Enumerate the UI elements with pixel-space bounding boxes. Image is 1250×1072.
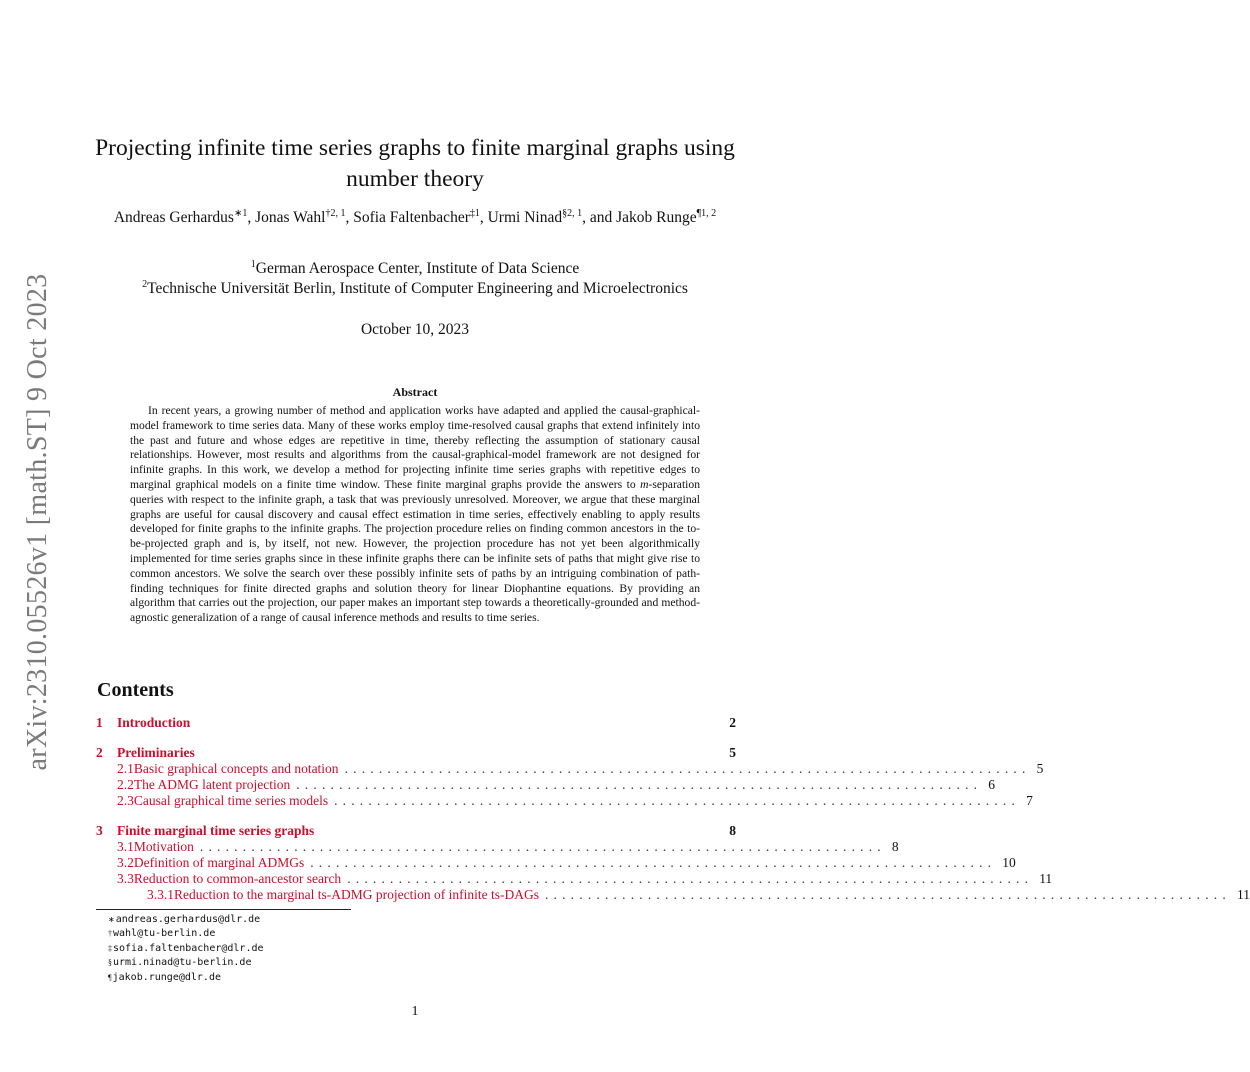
toc-leader-dots: ................................................................................ <box>347 871 1034 886</box>
footnote <box>108 927 264 941</box>
toc-page-number: 10 <box>1002 855 1016 870</box>
affiliation-number: 2 <box>142 278 148 290</box>
footnote <box>108 913 264 927</box>
table-of-contents <box>96 714 1250 903</box>
toc-page-number: 11 <box>1236 887 1250 902</box>
toc-subsection-link[interactable]: The ADMG latent projection <box>133 777 291 792</box>
abstract-heading: Abstract <box>392 385 438 399</box>
arxiv-stamp <box>14 273 62 771</box>
toc-subsection[interactable] <box>96 777 995 793</box>
toc-leader-dots: ................................................................................ <box>334 793 1021 808</box>
toc-section-number: 1 <box>96 715 103 730</box>
toc-section-number: 3 <box>96 823 103 838</box>
abstract-text: In recent years, a growing number of method and application works have adapted and applied the causal-graphical-model framework to time series data. Many of these works employ time-resolved causal graphs that extend infinitely into the past and future and whose edges are repetitive in time, thereby reflecting the assumption of stationary causal relationships. However, most results and algorithms from the causal-graphical-model framework are not designed for infinite graphs. In this work, we develop a method for projecting infinite time series graphs with repetitive edges to marginal graphical models on a finite time window. These finite marginal graphs provide the answers to <box>130 404 700 491</box>
arxiv-id: arXiv:2310.05526v1 [math.ST] 9 Oct 2023 <box>22 273 53 771</box>
footnote-mark: ‡ <box>108 943 112 953</box>
toc-page-number: 5 <box>1036 761 1044 776</box>
footnote-mark: ¶ <box>108 972 112 982</box>
toc-leader-dots: ................................................................................ <box>344 761 1031 776</box>
abstract-body <box>130 404 700 626</box>
toc-subsection[interactable] <box>96 855 1016 871</box>
toc-page-number: 5 <box>729 745 736 760</box>
footnote-mark: § <box>108 958 112 968</box>
author-name: Andreas Gerhardus <box>113 209 234 226</box>
toc-subsection-link[interactable]: Reduction to the marginal ts-ADMG projection of infinite ts-DAGs <box>174 887 539 902</box>
footnote-email[interactable]: sofia.faltenbacher@dlr.de <box>113 942 264 954</box>
toc-page-number: 2 <box>729 715 736 730</box>
toc-subsection-link[interactable]: Motivation <box>133 839 194 854</box>
footnote-rule <box>96 909 351 910</box>
contents-heading: Contents <box>97 679 174 701</box>
toc-subsection[interactable] <box>96 793 1033 809</box>
toc-subsection-link[interactable]: Causal graphical time series models <box>133 793 329 808</box>
toc-subsection[interactable] <box>96 761 1044 777</box>
toc-page-number: 8 <box>729 823 736 838</box>
page-number: 1 <box>411 1004 419 1019</box>
footnote <box>108 971 264 985</box>
toc-page-number: 6 <box>988 777 995 792</box>
toc-subsection-number: 2.3 <box>117 793 134 808</box>
toc-page-number: 11 <box>1039 871 1053 886</box>
footnote-email[interactable]: jakob.runge@dlr.de <box>112 971 221 983</box>
affiliation-text: German Aerospace Center, Institute of Data Science <box>255 260 580 277</box>
toc-subsection[interactable] <box>96 839 899 855</box>
toc-leader-dots: ................................................................................ <box>199 839 886 854</box>
author-marker: §2, 1 <box>562 207 583 219</box>
affiliation-text: Technische Universität Berlin, Institute of Computer Engineering and Microelectronics <box>147 280 688 297</box>
toc-subsection-number: 3.1 <box>117 839 134 854</box>
toc-section-finite-marginal[interactable] <box>96 822 736 839</box>
toc-leader-dots: ................................................................................ <box>544 887 1231 902</box>
paper-date: October 10, 2023 <box>360 321 470 338</box>
footnote-email[interactable]: andreas.gerhardus@dlr.de <box>115 914 261 925</box>
toc-section-number: 2 <box>96 745 103 760</box>
abstract-text: -separation queries with respect to the infinite graph, a task that was previously unresolved. Moreover, we argue that these marginal graphs are useful for causal discovery and causal effect estimation in time series, effectively enabling to apply results developed for finite graphs to the infinite graphs. The projection procedure relies on finding common ancestors in the to-be-projected graph and is, by itself, not new. However, the projection procedure has not yet been algorithmically implemented for time series graphs since in these infinite graphs there can be infinite sets of paths that might give rise to common ancestors. We solve the search over these possibly infinite sets of paths by an intriguing combination of path-finding techniques for finite directed graphs and solution theory for linear Diophantine equations. By providing an algorithm that carries out the projection, our paper makes an important step towards a theoretically-grounded and method-agnostic generalization of a range of causal inference methods and results to time series. <box>130 477 700 625</box>
toc-subsection-link[interactable]: Basic graphical concepts and notation <box>133 761 339 776</box>
toc-subsection-number: 3.2 <box>117 855 134 870</box>
footnote-email[interactable]: wahl@tu-berlin.de <box>113 928 216 940</box>
toc-section-preliminaries[interactable] <box>96 744 736 761</box>
affiliation-number: 1 <box>250 258 256 270</box>
author-name: Urmi Ninad <box>487 209 563 226</box>
affiliations <box>90 259 740 299</box>
paper-title: Projecting infinite time series graphs to finite marginal graphs using number theory <box>95 135 735 192</box>
affiliation <box>90 259 740 279</box>
toc-subsection[interactable] <box>96 871 1053 887</box>
author-name: Sofia Faltenbacher <box>353 209 470 226</box>
toc-subsection-number: 2.1 <box>117 761 134 776</box>
toc-subsection-number: 3.3.1 <box>147 887 174 902</box>
toc-section-link[interactable]: Introduction <box>117 715 191 730</box>
footnote-mark: † <box>108 929 112 939</box>
footnotes <box>108 913 264 985</box>
footnote <box>108 956 264 970</box>
toc-subsection-link[interactable]: Reduction to common-ancestor search <box>133 871 342 886</box>
toc-leader-dots: ................................................................................ <box>310 855 997 870</box>
toc-subsubsection[interactable] <box>96 887 1250 903</box>
toc-page-number: 8 <box>891 839 899 854</box>
math-symbol: m <box>640 477 649 491</box>
toc-subsection-number: 2.2 <box>117 777 134 792</box>
author-marker: ‡1 <box>469 207 480 219</box>
author-marker: ¶1, 2 <box>696 207 717 219</box>
author-name: and Jakob Runge <box>589 209 697 226</box>
affiliation <box>90 279 740 299</box>
toc-subsection-link[interactable]: Definition of marginal ADMGs <box>133 855 305 870</box>
toc-subsection-number: 3.3 <box>117 871 134 886</box>
author-marker: †2, 1 <box>325 207 346 219</box>
author-name: Jonas Wahl <box>255 209 326 226</box>
footnote-email[interactable]: urmi.ninad@tu-berlin.de <box>113 957 252 969</box>
author-marker: ∗1 <box>233 207 248 219</box>
footnote <box>108 942 264 956</box>
toc-page-number: 7 <box>1026 793 1033 808</box>
toc-leader-dots: ................................................................................ <box>296 777 983 792</box>
author-list: Andreas Gerhardus$^{∗1}$, Jonas Wahl$^{\dagger 2, 1}$, Sofia Faltenbacher$^{\ddagger 1}$, Urmi Ninad$^{\S 2, 1}$, and Jakob Runge$^{\P 1, 2}$ <box>113 207 717 226</box>
toc-section-link[interactable]: Finite marginal time series graphs <box>117 823 315 838</box>
footnote-mark: ∗ <box>108 915 115 924</box>
toc-section-introduction[interactable] <box>96 714 736 731</box>
toc-section-link[interactable]: Preliminaries <box>117 745 195 760</box>
